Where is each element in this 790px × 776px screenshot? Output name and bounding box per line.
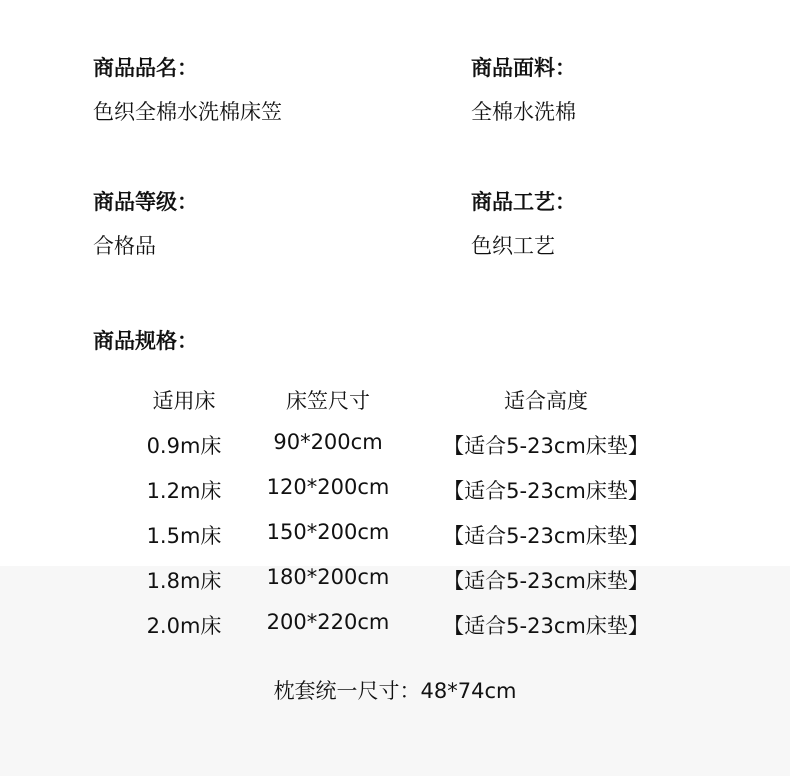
header-bed-type: 适用床 — [152, 389, 216, 413]
product-name-label: 商品品名： — [93, 56, 198, 80]
fit-height-cell: 【适合5-23cm床垫】 — [443, 569, 649, 593]
pillowcase-size-note: 枕套统一尺寸：48*74cm — [273, 679, 517, 703]
fit-height-cell: 【适合5-23cm床垫】 — [443, 524, 649, 548]
fit-height-cell: 【适合5-23cm床垫】 — [443, 434, 649, 458]
sheet-size-cell: 200*220cm — [266, 610, 390, 634]
product-specs-label: 商品规格： — [93, 329, 198, 353]
header-sheet-size: 床笠尺寸 — [286, 389, 370, 413]
sheet-size-cell: 120*200cm — [266, 475, 390, 499]
product-craft-value: 色织工艺 — [471, 234, 555, 258]
table-row — [0, 475, 790, 520]
header-fit-height: 适合高度 — [504, 389, 588, 413]
table-row — [0, 430, 790, 475]
product-fabric-value: 全棉水洗棉 — [471, 100, 576, 124]
fit-height-cell: 【适合5-23cm床垫】 — [443, 479, 649, 503]
table-row — [0, 520, 790, 565]
table-row — [0, 610, 790, 655]
product-craft-label: 商品工艺： — [471, 190, 576, 214]
spec-table — [0, 385, 790, 655]
product-fabric-label: 商品面料： — [471, 56, 576, 80]
product-grade-label: 商品等级： — [93, 190, 198, 214]
sheet-size-cell: 150*200cm — [266, 520, 390, 544]
bed-type-cell: 1.5m床 — [146, 524, 222, 548]
bed-type-cell: 1.8m床 — [146, 569, 222, 593]
product-name-value: 色织全棉水洗棉床笠 — [93, 100, 282, 124]
table-row — [0, 565, 790, 610]
product-grade-value: 合格品 — [93, 234, 156, 258]
sheet-size-cell: 180*200cm — [266, 565, 390, 589]
bed-type-cell: 1.2m床 — [146, 479, 222, 503]
sheet-size-cell: 90*200cm — [273, 430, 383, 454]
spec-table-header — [0, 385, 790, 430]
fit-height-cell: 【适合5-23cm床垫】 — [443, 614, 649, 638]
bed-type-cell: 0.9m床 — [146, 434, 222, 458]
bed-type-cell: 2.0m床 — [146, 614, 222, 638]
